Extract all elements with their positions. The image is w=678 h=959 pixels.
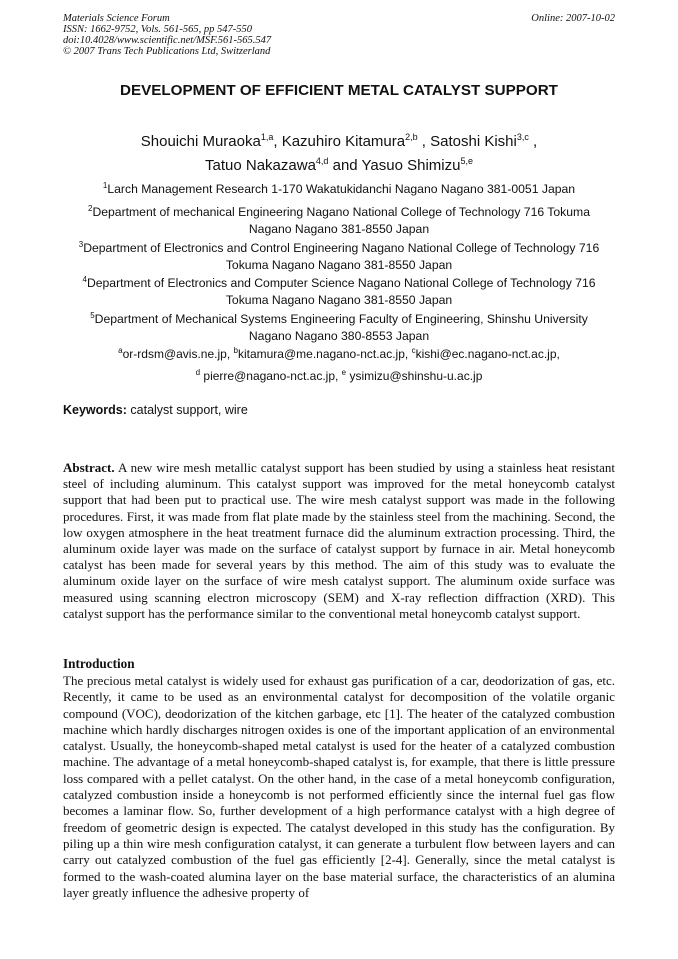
issn-line: ISSN: 1662-9752, Vols. 561-565, pp 547-550 xyxy=(63,24,252,35)
email-sup: c xyxy=(411,346,416,355)
email-line-2: $^d$ pierre@nagano-nct.ac.jp, $^e$ ysimizu@shinshu-u.ac.jp xyxy=(195,368,483,383)
affiliation-text: Department of mechanical Engineering Nagano National College of Technology 716 Tokuma xyxy=(92,205,590,219)
email-line-1: $^a$or-rdsm@avis.ne.jp, $^b$kitamura@me.nagano-nct.ac.jp, $^c$kishi@ec.nagano-nct.ac.jp, xyxy=(118,346,560,361)
doi-line: doi:10.4028/www.scientific.net/MSF.561-565.547 xyxy=(63,35,272,46)
keywords xyxy=(63,403,248,417)
affiliation-text: Department of Electronics and Computer Science Nagano National College of Technology 716 xyxy=(86,276,596,290)
affiliation-4 xyxy=(63,275,615,308)
affiliation-num: 4 xyxy=(82,274,87,284)
keywords-label: Keywords: xyxy=(63,403,127,417)
author-sup: 5,e xyxy=(460,156,473,166)
affiliation-text: Tokuma Nagano Nagano 381-8550 Japan xyxy=(225,257,453,272)
affiliation-num: 5 xyxy=(90,310,95,320)
affiliation-num: 2 xyxy=(88,203,93,213)
affiliation-text: Nagano Nagano 381-8550 Japan xyxy=(248,221,430,236)
copyright-line: © 2007 Trans Tech Publications Ltd, Switzerland xyxy=(63,46,271,57)
affiliation-text: Nagano Nagano 380-8553 Japan xyxy=(248,328,430,343)
author-line-2: Tatuo Nakazawa$^{4,d}$ and Yasuo Shimizu$^{5,e}$ xyxy=(205,156,473,174)
affiliation-1 xyxy=(63,181,615,198)
affiliation-3 xyxy=(63,240,615,273)
journal-header xyxy=(63,13,615,57)
author-sup: 2,b xyxy=(405,132,418,142)
email-sup: d xyxy=(195,368,201,377)
affiliation-text: Department of Mechanical Systems Engineering Faculty of Engineering, Shinshu University xyxy=(94,312,588,326)
email-sup: a xyxy=(118,346,123,355)
affiliation-text: Tokuma Nagano Nagano 381-8550 Japan xyxy=(225,292,453,307)
author-sup: 1,a xyxy=(260,132,274,142)
affiliation-text: Department of Electronics and Control Engineering Nagano National College of Technology 716 xyxy=(83,241,600,255)
affiliation-text: Larch Management Research 1-170 Wakatukidanchi Nagano Nagano 381-0051 Japan xyxy=(107,182,576,196)
email-address: kitamura@me.nagano-nct.ac.jp xyxy=(237,347,405,361)
keywords-text: catalyst support, wire xyxy=(130,403,248,417)
abstract xyxy=(63,460,615,622)
email-address: kishi@ec.nagano-nct.ac.jp xyxy=(415,347,557,361)
email-address: ysimizu@shinshu-u.ac.jp xyxy=(349,369,483,383)
author-sup: 4,d xyxy=(315,156,329,166)
journal-name: Materials Science Forum xyxy=(63,13,170,24)
section-heading-introduction: Introduction xyxy=(63,656,135,671)
author-sup: 3,c xyxy=(516,132,529,142)
paper-title: DEVELOPMENT OF EFFICIENT METAL CATALYST SUPPORT xyxy=(120,82,558,99)
email-address: pierre@nagano-nct.ac.jp xyxy=(203,369,335,383)
abstract-text: A new wire mesh metallic catalyst support has been studied by using a stainless heat resistant steel of including aluminum. This catalyst support was improved for the metal honeycomb catalyst support that had been put to practical use. The wire mesh catalyst support was made in the following procedures. First, it was made from flat plate made by the stainless steel from the machining. Second, the low oxygen atmosphere in the heat treatment furnace did the aluminum extraction processing. Third, the aluminum oxide layer was made on the surface of catalyst support by furnace in air. Metal honeycomb catalyst has been made for several years by this method. The aim of this study was to evaluate the aluminum oxide layer on the surface of wire mesh catalyst support. The aluminum oxide surface was measured using scanning electron microscopy (SEM) and X-ray reflection diffraction (XRD). This catalyst support has the performance similar to the conventional metal honeycomb catalyst support. xyxy=(63,460,615,621)
email-sup: e xyxy=(341,368,347,377)
affiliation-num: 1 xyxy=(102,180,108,190)
author-name: Kazuhiro Kitamura xyxy=(281,133,406,150)
affiliation-2 xyxy=(63,204,615,237)
email-address: or-rdsm@avis.ne.jp xyxy=(122,347,227,361)
author-name: Yasuo Shimizu xyxy=(361,157,461,174)
introduction-text: The precious metal catalyst is widely used for exhaust gas purification of a car, deodorization of gas, etc. Recently, it came to be used as an environmental catalyst for decomposition of the volatile organic compound (VOC), deodorization of the kitchen garbage, etc [1]. The heater of the catalyzed combustion machine which hardly discharges nitrogen oxides is one of the important application of an environmental catalyst. Usually, the honeycomb-shaped metal catalyst is used for the heater of a catalyzed combustion machine. The advantage of a metal honeycomb-shaped catalyst is, for example, that there is little pressure loss compared with a pellet catalyst. On the other hand, in the case of a metal honeycomb configuration, catalyzed combustion inside a honeycomb is not performed efficiently since the internal fuel gas flow becomes a laminar flow. So, further development of a high performance catalyst with a high degree of freedom of geometric design is expected. The catalyst developed in this study has the configuration. By piling up a thin wire mesh configuration catalyst, it can generate a turbulent flow between layers and can carry out catalyzed combustion of the fuel gas efficiently [2-4]. Generally, since the metal catalyst is formed to the wash-coated alumina layer on the base material surface, the characteristics of an alumina layer greatly influence the adhesive property of xyxy=(63,673,615,900)
online-date: Online: 2007-10-02 xyxy=(531,13,615,24)
author-name: Shouichi Muraoka xyxy=(140,133,261,150)
author-line-1: Shouichi Muraoka$^{1,a}$, Kazuhiro Kitamura$^{2,b}$ , Satoshi Kishi$^{3,c}$ , xyxy=(140,132,538,150)
affiliation-5 xyxy=(63,311,615,344)
author-name: Satoshi Kishi xyxy=(430,133,517,150)
abstract-label: Abstract. xyxy=(63,460,115,475)
affiliation-num: 3 xyxy=(78,239,84,249)
email-sup: b xyxy=(233,346,238,355)
author-name: Tatuo Nakazawa xyxy=(205,157,316,174)
